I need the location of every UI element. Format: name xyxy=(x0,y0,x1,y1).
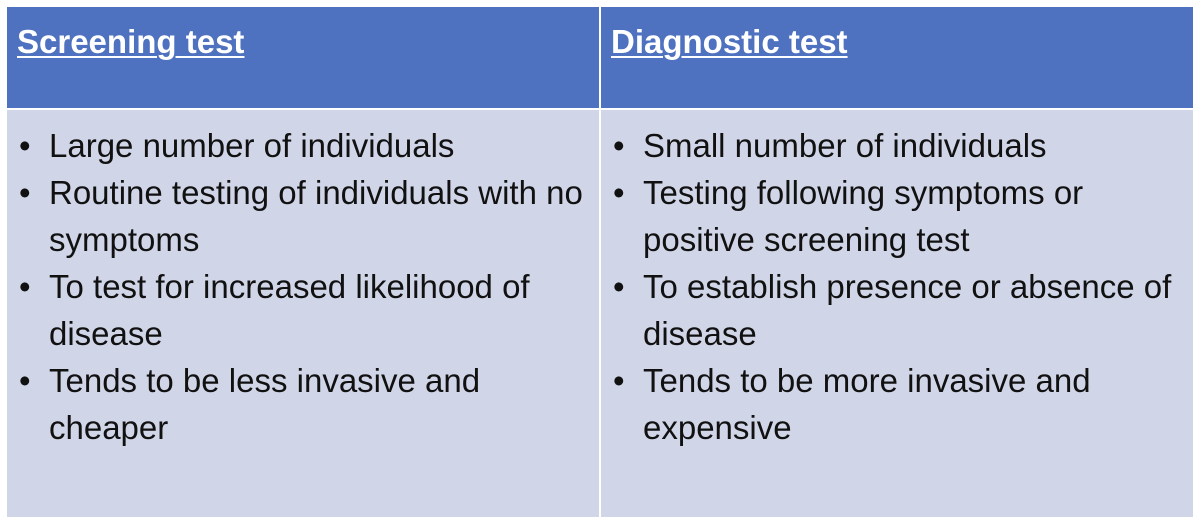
list-item: • Tends to be less invasive and cheaper xyxy=(19,362,481,446)
list-item: • Routine testing of individuals with no symptoms xyxy=(19,174,583,258)
list-item-text: Routine testing of individuals with no symptoms xyxy=(49,174,583,258)
comparison-table xyxy=(7,7,1193,517)
list-item: • Tends to be more invasive and expensive xyxy=(613,362,1091,446)
list-item-text: Small number of individuals xyxy=(643,127,1047,164)
diagnostic-test-list xyxy=(611,122,1183,451)
list-item-text: Tends to be less invasive and cheaper xyxy=(49,362,481,446)
list-item: • Testing following symptoms or positive screening test xyxy=(613,174,1084,258)
list-item-text: To test for increased likelihood of disease xyxy=(49,268,530,352)
list-item: • To test for increased likelihood of disease xyxy=(19,268,530,352)
list-item-text: Large number of individuals xyxy=(49,127,455,164)
list-item-text: Testing following symptoms or positive screening test xyxy=(643,174,1084,258)
list-item: • Small number of individuals xyxy=(613,127,1047,164)
list-item-text: Tends to be more invasive and expensive xyxy=(643,362,1091,446)
screening-test-header: Screening test xyxy=(7,7,599,108)
screening-test-cell xyxy=(7,110,599,517)
diagnostic-test-header: Diagnostic test xyxy=(601,7,1193,108)
diagnostic-test-cell xyxy=(601,110,1193,517)
screening-test-list xyxy=(17,122,589,451)
list-item-text: To establish presence or absence of disease xyxy=(643,268,1172,352)
list-item: • To establish presence or absence of disease xyxy=(613,268,1172,352)
list-item: • Large number of individuals xyxy=(19,127,455,164)
